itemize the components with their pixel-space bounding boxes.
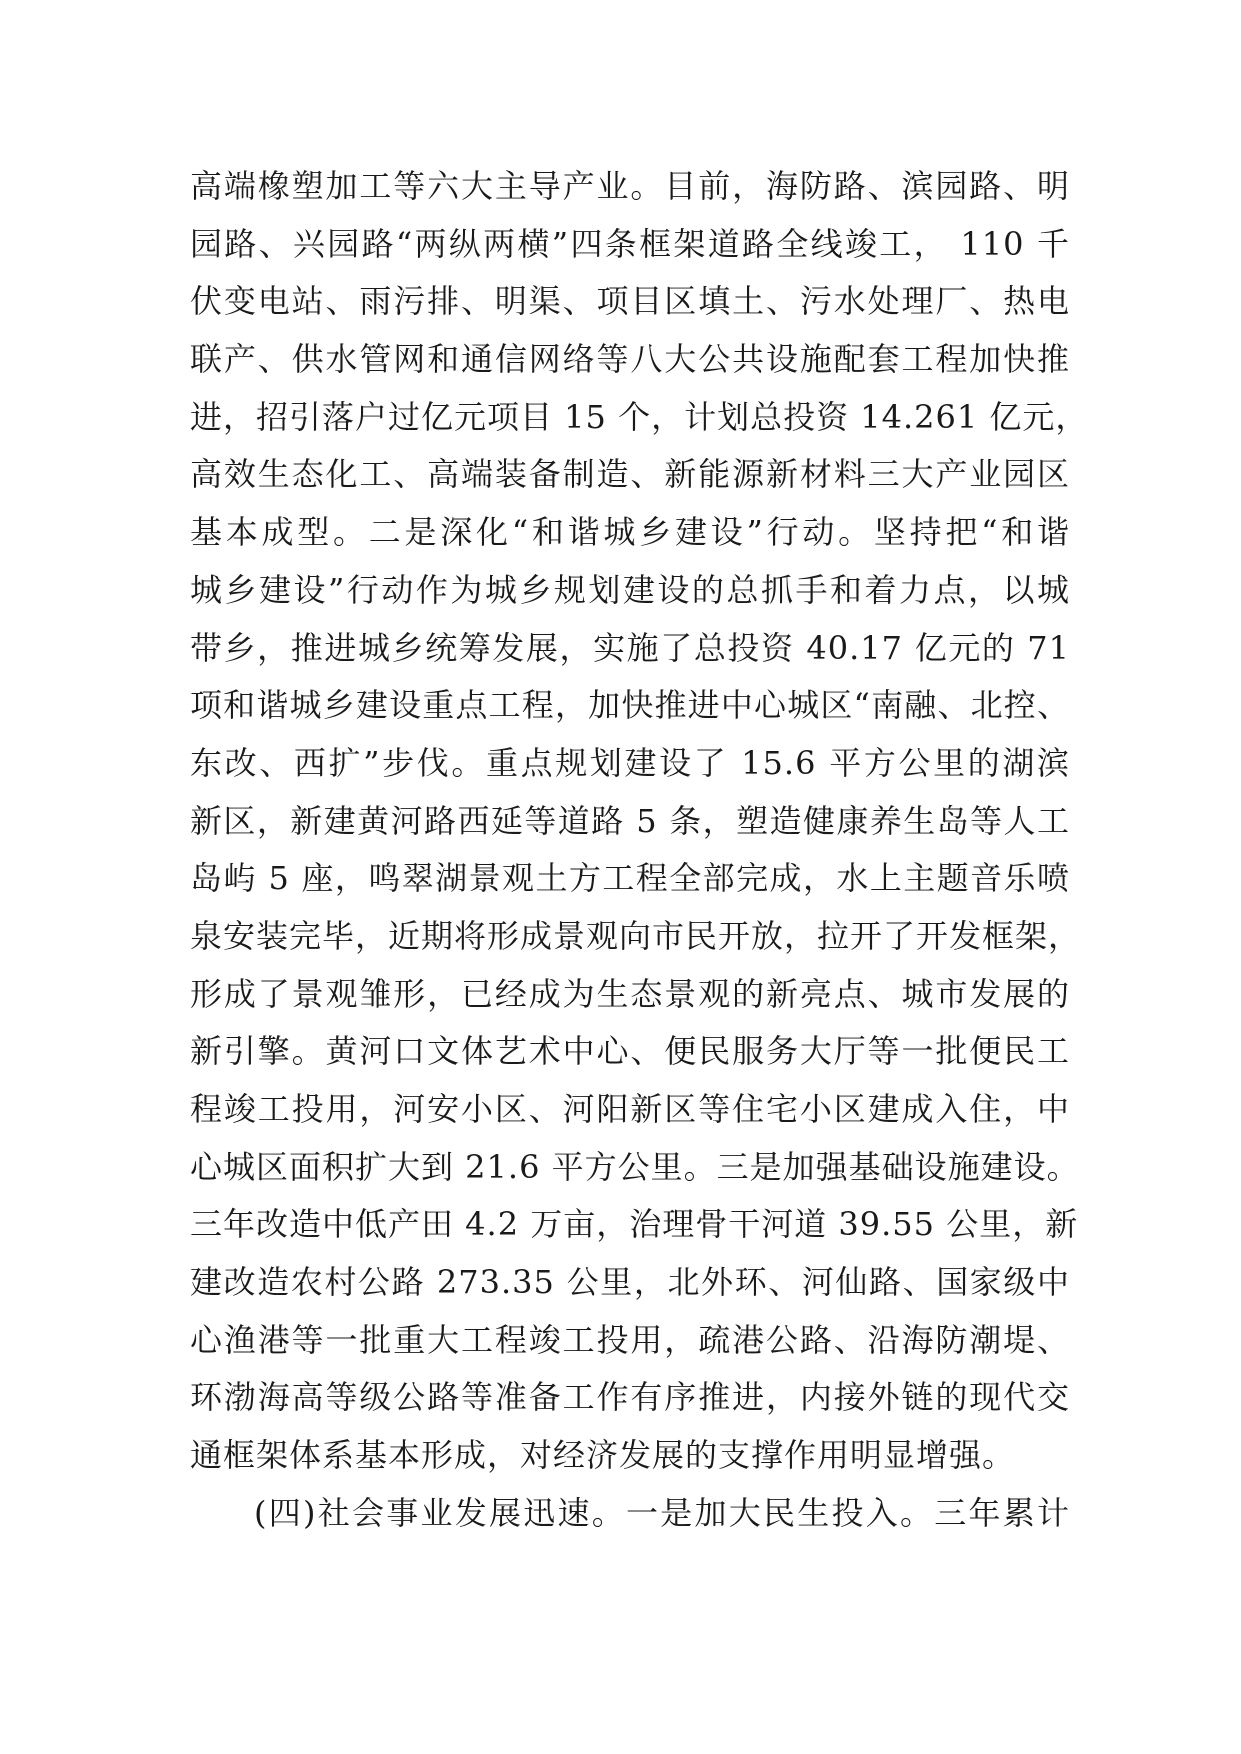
text-line: 岛屿 5 座，鸣翠湖景观土方工程全部完成，水上主题音乐喷 xyxy=(190,859,1070,898)
text-line: 高效生态化工、高端装备制造、新能源新材料三大产业园区 xyxy=(190,455,1070,494)
text-line: 新区，新建黄河路西延等道路 5 条，塑造健康养生岛等人工 xyxy=(190,801,1070,840)
text-line: 高端橡塑加工等六大主导产业。目前，海防路、滨园路、明 xyxy=(190,167,1070,205)
text-line: 形成了景观雏形，已经成为生态景观的新亮点、城市发展的 xyxy=(190,974,1070,1013)
text-line: 泉安装完毕，近期将形成景观向市民开放，拉开了开发框架， xyxy=(190,916,1082,955)
text-line: 心渔港等一批重大工程竣工投用，疏港公路、沿海防潮堤、 xyxy=(190,1320,1070,1359)
text-line: 新引擎。黄河口文体艺术中心、便民服务大厅等一批便民工 xyxy=(190,1032,1070,1071)
section-heading-line: (四)社会事业发展迅速。一是加大民生投入。三年累计 xyxy=(254,1493,1070,1532)
text-line: 东改、西扩”步伐。重点规划建设了 15.6 平方公里的湖滨 xyxy=(190,743,1070,782)
text-line: 进，招引落户过亿元项目 15 个，计划总投资 14.261 亿元， xyxy=(190,397,1089,436)
text-line: 基本成型。二是深化“和谐城乡建设”行动。坚持把“和谐 xyxy=(190,513,1070,552)
document-body xyxy=(190,158,1089,1543)
text-line: 城乡建设”行动作为城乡规划建设的总抓手和着力点，以城 xyxy=(190,570,1070,609)
text-line: 通框架体系基本形成，对经济发展的支撑作用明显增强。 xyxy=(190,1436,1016,1475)
text-line: 三年改造中低产田 4.2 万亩，治理骨干河道 39.55 公里，新 xyxy=(190,1205,1079,1244)
text-line: 带乡，推进城乡统筹发展，实施了总投资 40.17 亿元的 71 xyxy=(190,628,1070,667)
text-line: 环渤海高等级公路等准备工作有序推进，内接外链的现代交 xyxy=(190,1378,1070,1417)
text-line: 项和谐城乡建设重点工程，加快推进中心城区“南融、北控、 xyxy=(190,686,1070,725)
text-line: 园路、兴园路“两纵两横”四条框架道路全线竣工， 110 千 xyxy=(190,224,1070,263)
text-line: 伏变电站、雨污排、明渠、项目区填土、污水处理厂、热电 xyxy=(190,282,1070,321)
text-line: 建改造农村公路 273.35 公里，北外环、河仙路、国家级中 xyxy=(190,1263,1070,1302)
text-line: 程竣工投用，河安小区、河阳新区等住宅小区建成入住，中 xyxy=(190,1090,1070,1128)
text-line: 联产、供水管网和通信网络等八大公共设施配套工程加快推 xyxy=(190,340,1070,379)
text-line: 心城区面积扩大到 21.6 平方公里。三是加强基础设施建设。 xyxy=(190,1147,1080,1186)
